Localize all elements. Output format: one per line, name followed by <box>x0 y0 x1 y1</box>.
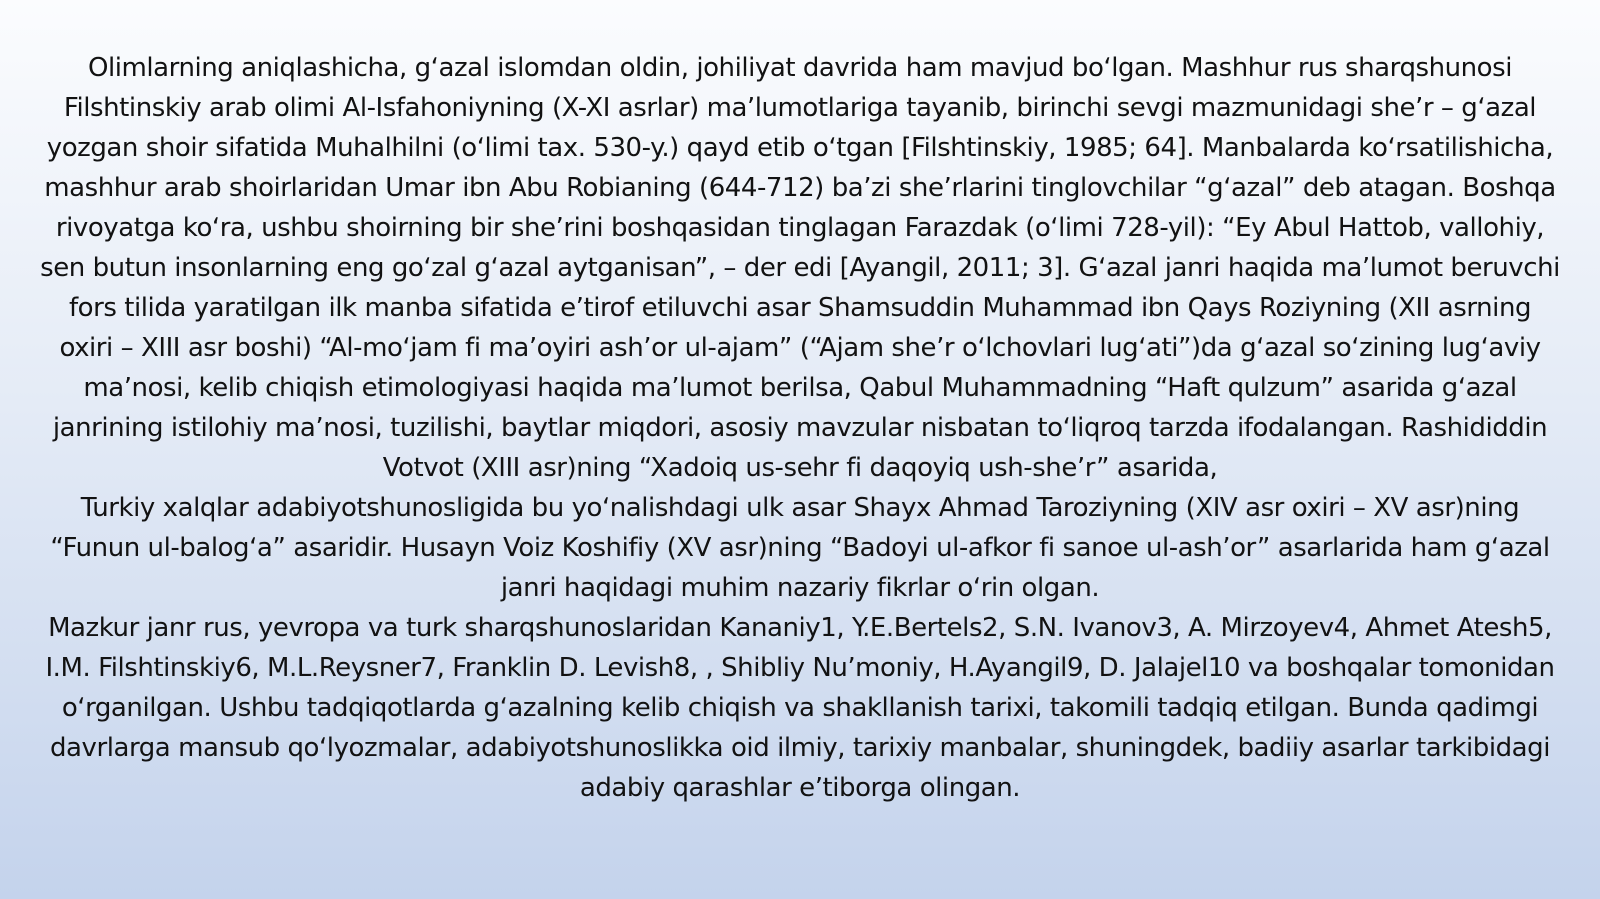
slide-text-block <box>40 48 1560 808</box>
paragraph-researchers: Mazkur janr rus, yevropa va turk sharqshunoslaridan Kananiy1, Y.E.Bertels2, S.N. Ivanov3, A. Mirzoyev4, Ahmet Atesh5, I.M. Filshtinskiy6, M.L.Reysner7, Franklin D. Levish8, , Shibliy Nuʼmoniy, H.Ayangil9, D. Jalajel10 va boshqalar tomonidan oʻrganilgan. Ushbu tadqiqotlarda gʻazalning kelib chiqish va shakllanish tarixi, takomili tadqiq etilgan. Bunda qadimgi davrlarga mansub qoʻlyozmalar, adabiyotshunoslikka oid ilmiy, tarixiy manbalar, shuningdek, badiiy asarlar tarkibidagi adabiy qarashlar eʼtiborga olingan. <box>45 613 1555 803</box>
paragraph-turkic-sources: Turkiy xalqlar adabiyotshunosligida bu yoʻnalishdagi ulk asar Shayx Ahmad Taroziyning (XIV asr oxiri – XV asr)ning “Funun ul-balogʻa” asaridir. Husayn Voiz Koshifiy (XV asr)ning “Badoyi ul-afkor fi sanoe ul-ashʼor” asarlarida ham gʻazal janri haqidagi muhim nazariy fikrlar oʻrin olgan. <box>50 493 1550 603</box>
paragraph-origins-of-gazal: Olimlarning aniqlashicha, gʻazal islomdan oldin, johiliyat davrida ham mavjud boʻlgan. Mashhur rus sharqshunosi Filshtinskiy arab olimi Al-Isfahoniyning (X-XI asrlar) maʼlumotlariga tayanib, birinchi sevgi mazmunidagi sheʼr – gʻazal yozgan shoir sifatida Muhalhilni (oʻlimi tax. 530-y.) qayd etib oʻtgan [Filshtinskiy, 1985; 64]. Manbalarda koʻrsatilishicha, mashhur arab shoirlaridan Umar ibn Abu Robianing (644-712) baʼzi sheʼrlarini tinglovchilar “gʻazal” deb atagan. Boshqa rivoyatga koʻra, ushbu shoirning bir sheʼrini boshqasidan tinglagan Farazdak (oʻlimi 728-yil): “Ey Abul Hattob, vallohiy, sen butun insonlarning eng goʻzal gʻazal aytganisan”, – der edi [Ayangil, 2011; 3]. Gʻazal janri haqida maʼlumot beruvchi fors tilida yaratilgan ilk manba sifatida eʼtirof etiluvchi asar Shamsuddin Muhammad ibn Qays Roziyning (XII asrning oxiri – XIII asr boshi) “Al-moʻjam fi maʼoyiri ashʼor ul-ajam” (“Ajam sheʼr oʻlchovlari lugʻati”)da gʻazal soʻzining lugʻaviy maʼnosi, kelib chiqish etimologiyasi haqida maʼlumot berilsa, Qabul Muhammadning “Haft qulzum” asarida gʻazal janrining istilohiy maʼnosi, tuzilishi, baytlar miqdori, asosiy mavzular nisbatan toʻliqroq tarzda ifodalangan. Rashididdin Votvot (XIII asr)ning “Xadoiq us-sehr fi daqoyiq ush-sheʼr” asarida, <box>40 53 1560 483</box>
